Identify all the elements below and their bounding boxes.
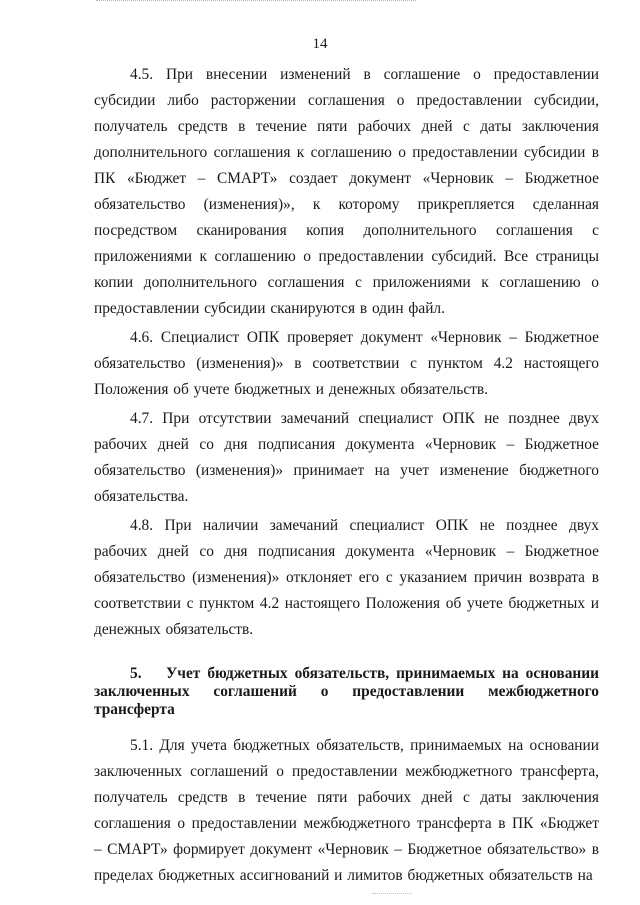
paragraph-4-7: 4.7. При отсутствии замечаний специалист ОПК не позднее двух рабочих дней со дня подписания документа «Черновик – Бюджетное обязательство (изменения)» принимает на учет изменение бюджетного обязательства. xyxy=(94,410,599,505)
section-heading-5 xyxy=(94,665,599,719)
section-number: 5. xyxy=(130,665,142,682)
section-title: Учет бюджетных обязательств, принимаемых на основании заключенных соглашений о предоставлении межбюджетного трансферта xyxy=(94,665,599,718)
paragraph-4-5: 4.5. При внесении изменений в соглашение о предоставлении субсидии либо расторжении соглашения о предоставлении субсидии, получатель средств в течение пяти рабочих дней с даты заключения дополнительного соглашения к соглашению о предоставлении субсидии в ПК «Бюджет – СМАРТ» создает документ «Черновик – Бюджетное обязательство (изменения)», к которому прикрепляется сделанная посредством сканирования копия дополнительного соглашения с приложениями к соглашению о предоставлении субсидий. Все страницы копии дополнительного соглашения с приложениями к соглашению о предоставлении субсидии сканируются в один файл. xyxy=(94,66,599,317)
scan-artifact-bottom xyxy=(372,893,412,898)
scan-artifact-top xyxy=(96,0,416,7)
paragraph-5-1: 5.1. Для учета бюджетных обязательств, принимаемых на основании заключенных соглашений о предоставлении межбюджетного трансферта, получатель средств в течение пяти рабочих дней с даты заключения соглашения о предоставлении межбюджетного трансферта в ПК «Бюджет – СМАРТ» формирует документ «Черновик – Бюджетное обязательство» в пределах бюджетных ассигнований и лимитов бюджетных обязательств на xyxy=(94,737,599,884)
paragraph-4-8: 4.8. При наличии замечаний специалист ОПК не позднее двух рабочих дней со дня подписания документа «Черновик – Бюджетное обязательство (изменения)» отклоняет его с указанием причин возврата в соответствии с пунктом 4.2 настоящего Положения об учете бюджетных и денежных обязательств. xyxy=(94,517,599,638)
paragraph-4-6: 4.6. Специалист ОПК проверяет документ «Черновик – Бюджетное обязательство (изменения)» в соответствии с пунктом 4.2 настоящего Положения об учете бюджетных и денежных обязательств. xyxy=(94,329,599,398)
page-number: 14 xyxy=(312,36,328,52)
document-body xyxy=(94,62,599,892)
